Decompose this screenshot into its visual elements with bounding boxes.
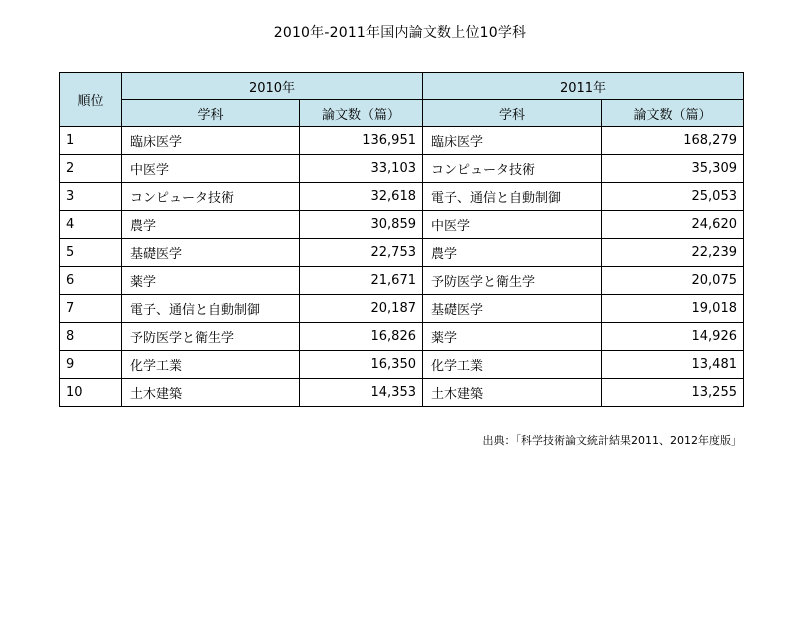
field-cell-2010: 薬学 <box>122 267 300 295</box>
count-cell-2010: 14,353 <box>300 379 423 407</box>
field-cell-2010: 臨床医学 <box>122 127 300 155</box>
count-cell-2010: 20,187 <box>300 295 423 323</box>
field-cell-2010: 化学工業 <box>122 351 300 379</box>
count-cell-2011: 22,239 <box>602 239 744 267</box>
count-cell-2011: 25,053 <box>602 183 744 211</box>
table-row <box>60 351 744 379</box>
count-cell-2011: 19,018 <box>602 295 744 323</box>
rank-cell: 5 <box>60 239 122 267</box>
count-cell-2011: 20,075 <box>602 267 744 295</box>
count-cell-2010: 30,859 <box>300 211 423 239</box>
count-cell-2010: 32,618 <box>300 183 423 211</box>
count-cell-2010: 16,826 <box>300 323 423 351</box>
field-cell-2010: 中医学 <box>122 155 300 183</box>
table-row <box>60 239 744 267</box>
field-cell-2010: 予防医学と衛生学 <box>122 323 300 351</box>
field-cell-2011: 薬学 <box>423 323 602 351</box>
field-cell-2011: 化学工業 <box>423 351 602 379</box>
field-cell-2011: コンピュータ技術 <box>423 155 602 183</box>
field-cell-2010: コンピュータ技術 <box>122 183 300 211</box>
count-cell-2010: 136,951 <box>300 127 423 155</box>
rank-cell: 7 <box>60 295 122 323</box>
count-cell-2010: 21,671 <box>300 267 423 295</box>
source-note: 出典：「科学技術論文統計結果2011、2012年度版」 <box>482 434 742 447</box>
rank-cell: 4 <box>60 211 122 239</box>
field-cell-2011: 予防医学と衛生学 <box>423 267 602 295</box>
ranking-table <box>59 72 744 407</box>
field-cell-2011: 臨床医学 <box>423 127 602 155</box>
table-row <box>60 295 744 323</box>
field-cell-2010: 農学 <box>122 211 300 239</box>
count-cell-2010: 22,753 <box>300 239 423 267</box>
count-cell-2011: 14,926 <box>602 323 744 351</box>
table-row <box>60 323 744 351</box>
table-row <box>60 211 744 239</box>
field-cell-2011: 土木建築 <box>423 379 602 407</box>
rank-cell: 3 <box>60 183 122 211</box>
year-header-2011: 2011年 <box>423 73 744 100</box>
table-row <box>60 379 744 407</box>
rank-cell: 6 <box>60 267 122 295</box>
chart-title: 2010年-2011年国内論文数上位10学科 <box>273 25 527 41</box>
count-cell-2010: 33,103 <box>300 155 423 183</box>
table-body <box>60 127 744 407</box>
year-header-2010: 2010年 <box>122 73 423 100</box>
field-header-2011: 学科 <box>423 100 602 127</box>
rank-header: 順位 <box>60 73 122 127</box>
field-cell-2011: 中医学 <box>423 211 602 239</box>
count-cell-2011: 35,309 <box>602 155 744 183</box>
rank-cell: 2 <box>60 155 122 183</box>
table-row <box>60 155 744 183</box>
rank-cell: 1 <box>60 127 122 155</box>
table-row <box>60 127 744 155</box>
header-row-years <box>60 73 744 100</box>
field-cell-2011: 基礎医学 <box>423 295 602 323</box>
count-cell-2011: 13,481 <box>602 351 744 379</box>
count-header-2011: 論文数（篇） <box>602 100 744 127</box>
rank-cell: 9 <box>60 351 122 379</box>
header-row-columns <box>60 100 744 127</box>
rank-cell: 8 <box>60 323 122 351</box>
field-cell-2011: 電子、通信と自動制御 <box>423 183 602 211</box>
count-cell-2011: 24,620 <box>602 211 744 239</box>
field-cell-2010: 基礎医学 <box>122 239 300 267</box>
count-header-2010: 論文数（篇） <box>300 100 423 127</box>
count-cell-2011: 168,279 <box>602 127 744 155</box>
rank-cell: 10 <box>60 379 122 407</box>
table-row <box>60 267 744 295</box>
count-cell-2011: 13,255 <box>602 379 744 407</box>
count-cell-2010: 16,350 <box>300 351 423 379</box>
field-cell-2010: 土木建築 <box>122 379 300 407</box>
field-cell-2011: 農学 <box>423 239 602 267</box>
table-row <box>60 183 744 211</box>
field-header-2010: 学科 <box>122 100 300 127</box>
field-cell-2010: 電子、通信と自動制御 <box>122 295 300 323</box>
